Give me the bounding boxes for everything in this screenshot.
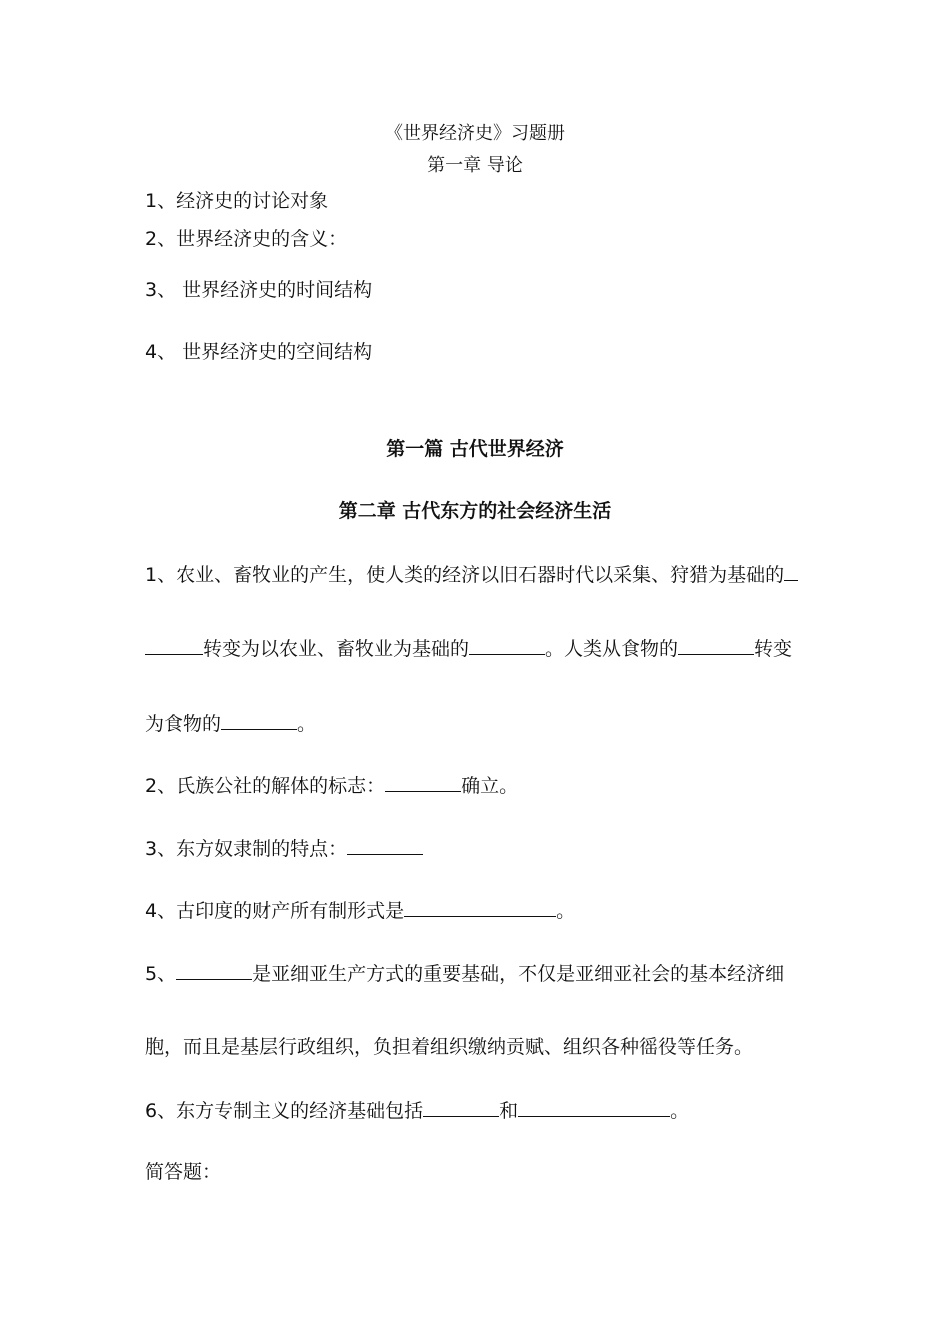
question-3-text-a: 3、东方奴隶制的特点： <box>145 838 348 860</box>
part-1-heading: 第一篇 古代世界经济 <box>386 438 564 460</box>
question-5-text-b: 是亚细亚生产方式的重要基础，不仅是亚细亚社会的基本经济细 <box>252 963 785 985</box>
question-6 <box>145 1098 689 1123</box>
answer-blank <box>423 1098 499 1117</box>
answer-blank <box>221 711 297 730</box>
answer-blank <box>518 1098 670 1117</box>
question-4-text-a: 4、古印度的财产所有制形式是 <box>145 900 405 922</box>
question-1-text-e: 为食物的 <box>145 713 222 735</box>
question-4 <box>145 898 575 923</box>
answer-blank <box>385 773 461 792</box>
question-6-text-c: 。 <box>670 1100 690 1122</box>
answer-blank <box>145 636 203 655</box>
question-4-text-b: 。 <box>556 900 576 922</box>
question-1-text-c: 。人类从食物的 <box>545 638 679 660</box>
chapter-1-item-3: 3、 世界经济史的时间结构 <box>145 279 373 301</box>
chapter-1-item-1: 1、经济史的讨论对象 <box>145 190 329 212</box>
short-answer-heading: 简答题： <box>145 1161 222 1183</box>
question-1-text-f: 。 <box>297 713 317 735</box>
answer-blank <box>176 961 252 980</box>
question-5-line-2: 胞，而且是基层行政组织，负担着组织缴纳贡赋、组织各种徭役等任务。 <box>145 1036 754 1058</box>
question-1-text-b: 转变为以农业、畜牧业为基础的 <box>203 638 470 660</box>
chapter-2-heading: 第二章 古代东方的社会经济生活 <box>338 500 612 522</box>
question-2-text-b: 确立。 <box>461 775 519 797</box>
question-6-text-b: 和 <box>499 1100 519 1122</box>
question-2 <box>145 773 518 798</box>
question-1-text-d: 转变 <box>754 638 793 660</box>
answer-blank <box>784 562 798 581</box>
question-1-text-a: 1、农业、畜牧业的产生，使人类的经济以旧石器时代以采集、狩猎为基础的 <box>145 564 785 586</box>
question-6-text-a: 6、东方专制主义的经济基础包括 <box>145 1100 424 1122</box>
question-1-line-2 <box>145 636 792 661</box>
document-title: 《世界经济史》习题册 <box>385 123 565 144</box>
answer-blank <box>404 898 556 917</box>
question-3 <box>145 836 423 861</box>
chapter-1-item-2: 2、世界经济史的含义： <box>145 228 348 250</box>
chapter-1-item-4: 4、 世界经济史的空间结构 <box>145 341 373 363</box>
chapter-1-heading: 第一章 导论 <box>427 155 523 176</box>
question-1-line-3 <box>145 711 316 736</box>
question-1-line-1 <box>145 562 798 587</box>
question-5-line-1 <box>145 961 784 986</box>
answer-blank <box>347 836 423 855</box>
question-2-text-a: 2、氏族公社的解体的标志： <box>145 775 386 797</box>
answer-blank <box>469 636 545 655</box>
question-5-text-a: 5、 <box>145 963 177 985</box>
answer-blank <box>678 636 754 655</box>
